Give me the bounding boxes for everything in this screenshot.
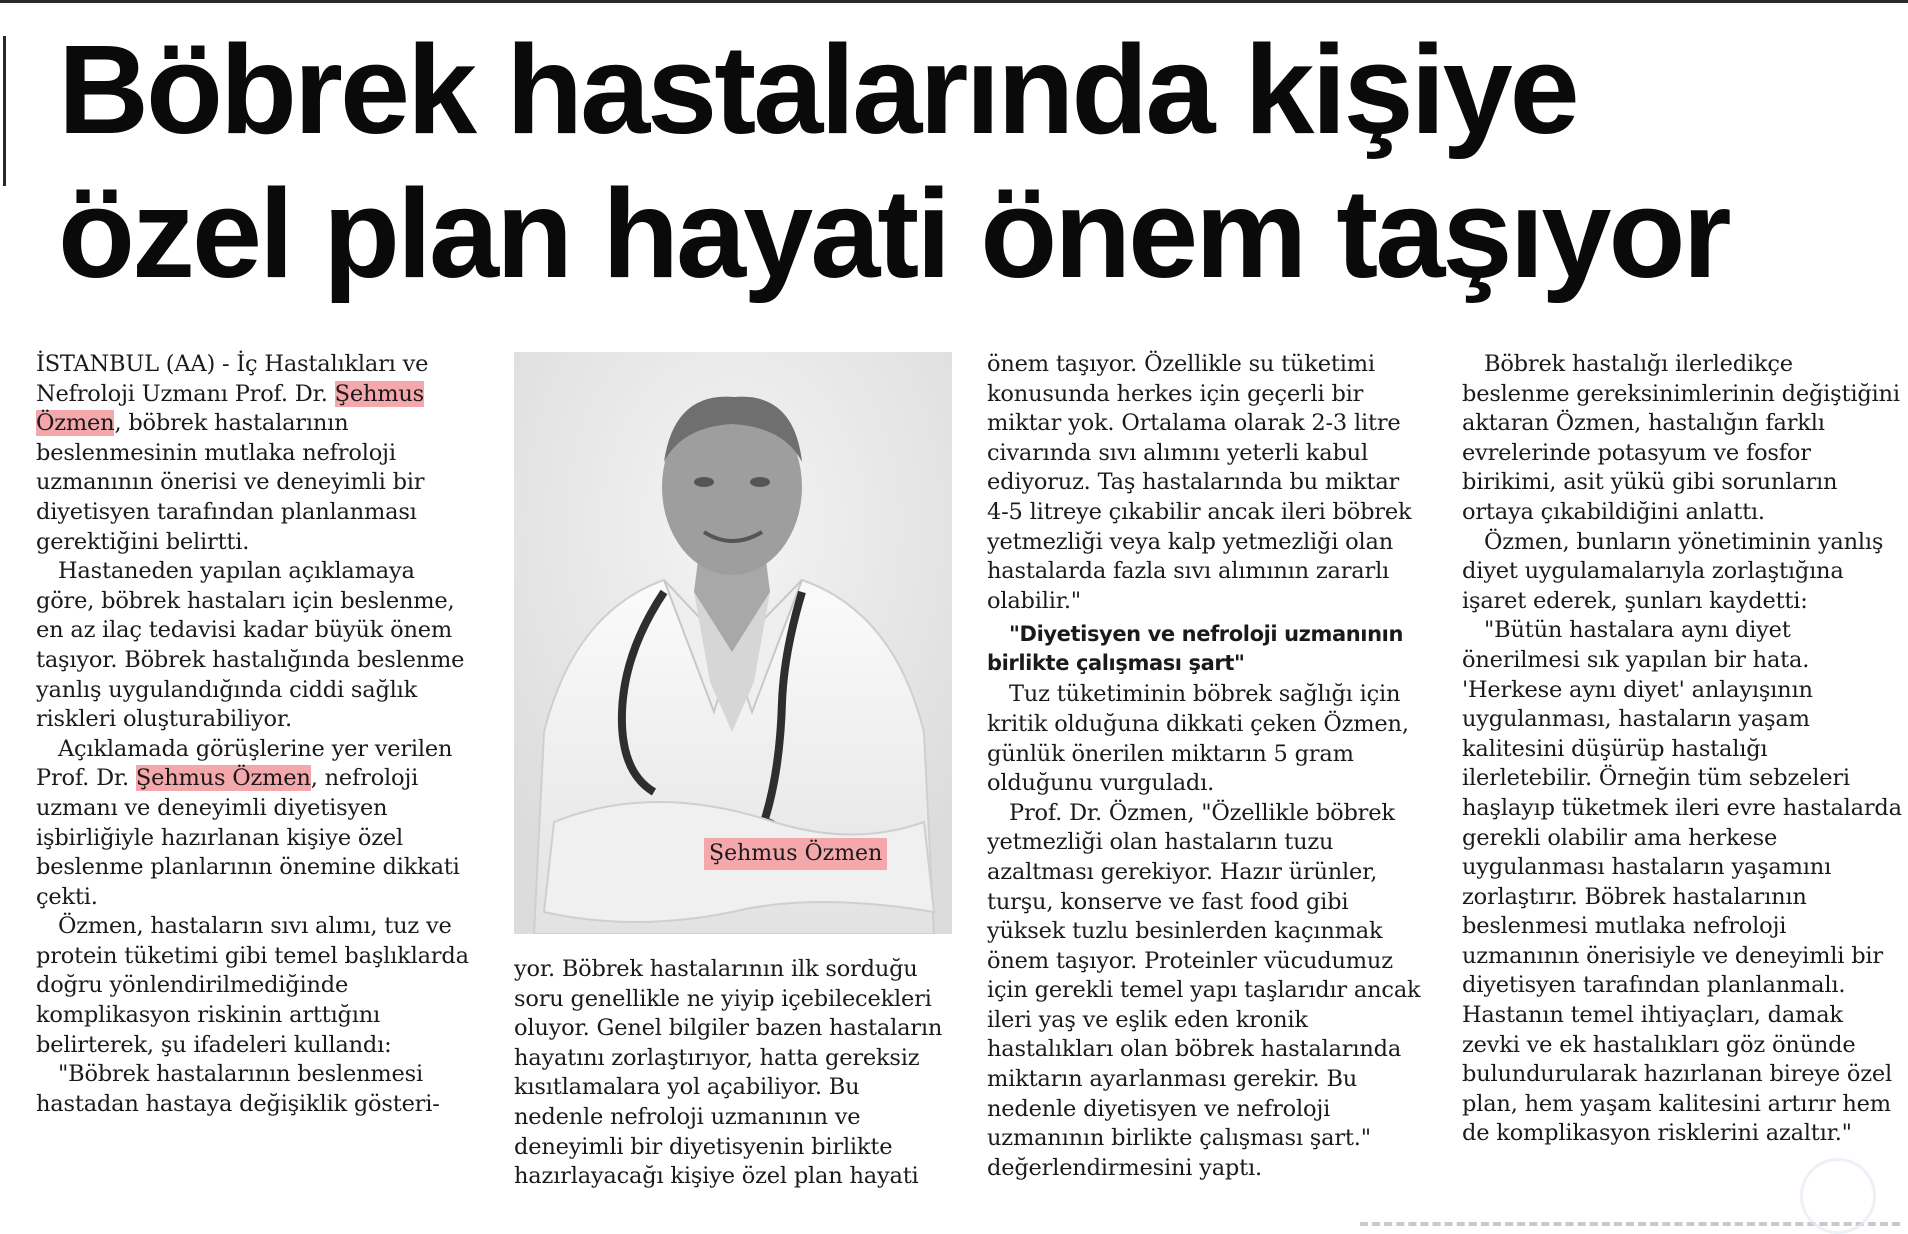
headline-line-2: özel plan hayati önem taşıyor xyxy=(58,163,1729,304)
text: , böbrek hastalarının beslenmesinin mutlaka nefroloji uzmanının önerisi ve deneyimli bir diyetisyen tarafından planlanması gerektiğini belirtti. xyxy=(36,410,425,555)
highlighted-name: Şehmus Özmen xyxy=(36,380,425,437)
text: , nefroloji uzmanı ve deneyimli diyetisyen işbirliğiyle hazırlanan kişiye özel beslenme planlarının önemine dikkati çekti. xyxy=(36,765,460,910)
text: İSTANBUL (AA) - İç Hastalıkları ve Nefroloji Uzmanı Prof. Dr. xyxy=(36,351,429,407)
article-column-2 xyxy=(514,955,954,1192)
paragraph: yor. Böbrek hastalarının ilk sorduğu soru genellikle ne yiyip içebilecekleri oluyor. Genel bilgiler bazen hastaların hayatını zorlaştırıyor, hatta gereksiz kısıtlamalara yol açabiliyor. Bu nedenle nefroloji uzmanının ve deneyimli bir diyetisyenin birlikte hazırlayacağı kişiye özel plan hayati xyxy=(514,956,943,1190)
paragraph: Özmen, bunların yönetiminin yanlış diyet uygulamalarıyla zorlaştığına işaret ederek, şunları kaydetti: xyxy=(1462,528,1884,614)
paragraph: Prof. Dr. Özmen, "Özellikle böbrek yetmezliği olan hastaların tuzu azaltması gerekiyor. Hazır ürünler, turşu, konserve ve fast food gibi yüksek tuzlu besinlerden kaçınmak önem taşıyor. Proteinler vücudumuz için gerekli temel yapı taşlarıdır ancak ileri yaş ve eşlik eden kronik hastalıkları olan böbrek hastalarında miktarın ayarlanması gerekir. Bu nedenle diyetisyen ve nefroloji uzmanının birlikte çalışması şart." değerlendirmesini yaptı. xyxy=(987,799,1421,1181)
paragraph: "Böbrek hastalarının beslenmesi hastadan hastaya değişiklik gösteri- xyxy=(36,1061,440,1117)
top-rule xyxy=(0,0,1908,3)
paragraph: önem taşıyor. Özellikle su tüketimi konusunda herkes için geçerli bir miktar yok. Ortalama olarak 2-3 litre civarında sıvı alımını yeterli kabul ediyoruz. Taş hastalarında bu miktar 4-5 litreye çıkabilir ancak ileri böbrek yetmezliği veya kalp yetmezliği olan hastalarda fazla sıvı alımının zararlı olabilir." xyxy=(987,351,1412,614)
article-column-3 xyxy=(987,350,1427,1183)
watermark-icon xyxy=(1800,1158,1876,1234)
subheading: "Diyetisyen ve nefroloji uzmanının birlikte çalışması şart" xyxy=(987,622,1403,676)
paragraph xyxy=(36,350,476,557)
headline xyxy=(58,18,1893,306)
paragraph: Tuz tüketiminin böbrek sağlığı için kritik olduğuna dikkati çeken Özmen, günlük önerilen miktarın 5 gram olduğunu vurguladı. xyxy=(987,681,1409,797)
side-rule xyxy=(3,36,6,186)
paragraph: Hastaneden yapılan açıklamaya göre, böbrek hastaları için beslenme, en az ilaç tedavisi kadar büyük önem taşıyor. Böbrek hastalığında beslenme yanlış uygulandığında ciddi sağlık riskleri oluşturabiliyor. xyxy=(36,558,465,733)
paragraph xyxy=(36,735,476,913)
headline-line-1: Böbrek hastalarında kişiye xyxy=(58,19,1577,160)
paragraph: Özmen, hastaların sıvı alımı, tuz ve protein tüketimi gibi temel başlıklarda doğru yönlendirilmediğinde komplikasyon riskinin arttığını belirterek, şu ifadeleri kullandı: xyxy=(36,913,469,1058)
article-column-4 xyxy=(1462,350,1902,1149)
paragraph: Böbrek hastalığı ilerledikçe beslenme gereksinimlerinin değiştiğini aktaran Özmen, hastalığın farklı evrelerinde potasyum ve fosfor birikimi, asit yükü gibi sorunların ortaya çıkabildiğini anlattı. xyxy=(1462,351,1900,525)
photo-caption: Şehmus Özmen xyxy=(704,838,887,870)
highlighted-name: Şehmus Özmen xyxy=(135,765,311,792)
paragraph: "Bütün hastalara aynı diyet önerilmesi sık yapılan bir hata. 'Herkese aynı diyet' anlayışının uygulanması, hastaların yaşam kalitesini düşürüp hastalığı ilerletebilir. Örneğin tüm sebzeleri haşlayıp tüketmek ileri evre hastalarda gerekli olabilir ama herkese uygulanması hastaların yaşamını zorlaştırır. Böbrek hastalarının beslenmesi mutlaka nefroloji uzmanının önerisiyle ve deneyimli bir diyetisyen tarafından planlanmalı. Hastanın temel ihtiyaçları, damak zevki ve ek hastalıkları göz önünde bulundurularak hazırlanan bireye özel plan, hem yaşam kalitesini artırır hem de komplikasyon risklerini azaltır." xyxy=(1462,617,1902,1147)
article-column-1 xyxy=(36,350,476,1119)
text: Açıklamada görüşlerine yer verilen Prof. Dr. xyxy=(36,735,453,792)
